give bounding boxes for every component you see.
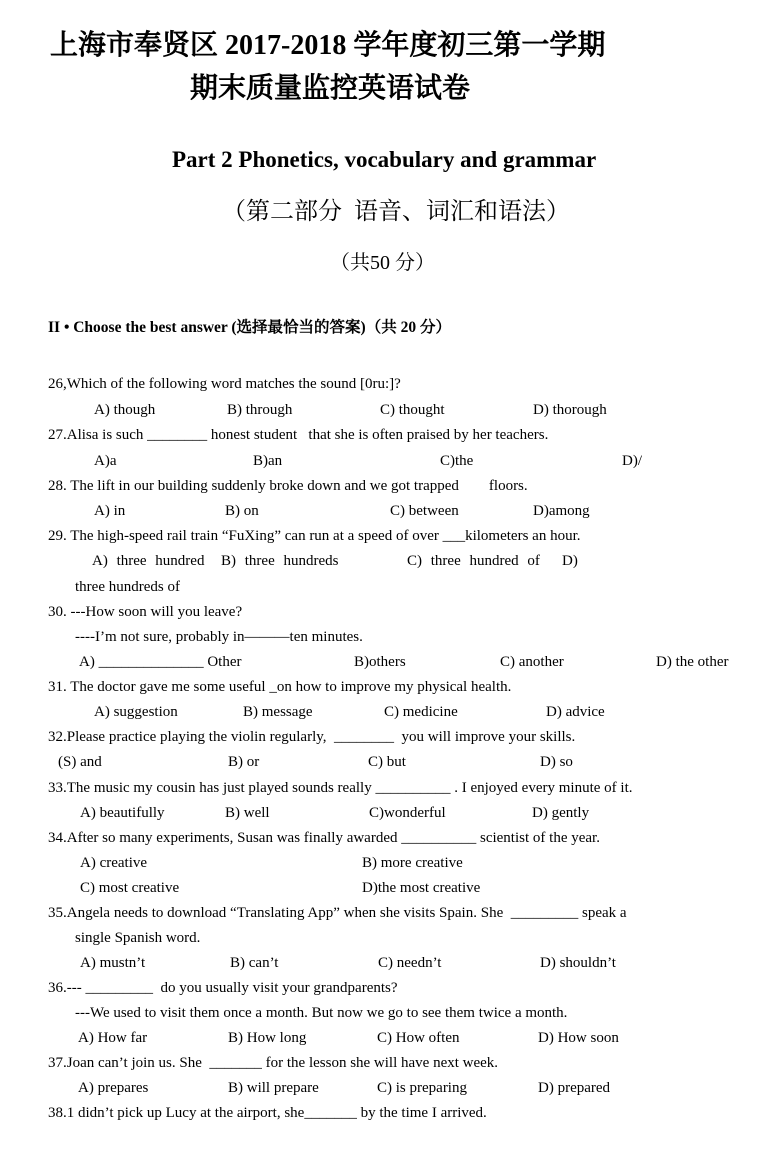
q36-option-a: A) How far — [78, 1030, 148, 1046]
exam-title-line1: 上海市奉贤区 2017-2018 学年度初三第一学期 — [50, 30, 606, 61]
q35-option-c: C) needn’t — [378, 955, 442, 971]
part-heading-chinese: （第二部分 语音、词汇和语法） — [222, 199, 570, 225]
q31-option-d: D) advice — [546, 704, 605, 720]
q29-option-d-continuation: three hundreds of — [75, 579, 180, 595]
q27-option-b: B)an — [253, 453, 283, 469]
q31-option-a: A) suggestion — [94, 704, 178, 720]
q26-stem: 26,Which of the following word matches the sound [0ru:]? — [48, 376, 401, 392]
q32-option-b: B) or — [228, 754, 260, 770]
q37-option-b: B) will prepare — [228, 1080, 319, 1096]
q32-option-a: (S) and — [58, 754, 102, 770]
q26-option-b: B) through — [227, 402, 293, 418]
q30-option-c: C) another — [500, 654, 564, 670]
q36-option-b: B) How long — [228, 1030, 307, 1046]
q27-option-d: D)/ — [622, 453, 642, 469]
q29-stem: 29. The high-speed rail train “FuXing” can run at a speed of over ___kilometers an hour. — [48, 528, 581, 544]
q26-option-c: C) thought — [380, 402, 445, 418]
exam-title-line2: 期末质量监控英语试卷 — [190, 73, 471, 104]
q34-option-c: C) most creative — [80, 880, 180, 896]
q28-stem: 28. The lift in our building suddenly broke down and we got trapped floors. — [48, 478, 528, 494]
q32-option-d: D) so — [540, 754, 573, 770]
q33-stem: 33.The music my cousin has just played sounds really __________ . I enjoyed every minute of it. — [48, 780, 633, 796]
q27-stem: 27.Alisa is such ________ honest student that she is often praised by her teachers. — [48, 427, 549, 443]
q29-option-a: A) three hundred — [92, 553, 205, 569]
q31-option-c: C) medicine — [384, 704, 458, 720]
q35-option-d: D) shouldn’t — [540, 955, 616, 971]
q29-option-d: D) — [562, 553, 578, 569]
part-heading: Part 2 Phonetics, vocabulary and grammar — [172, 147, 597, 172]
q37-stem: 37.Joan can’t join us. She _______ for the lesson she will have next week. — [48, 1055, 499, 1071]
q27-option-a: A)a — [94, 453, 117, 469]
q30-stem-line2: ----I’m not sure, probably in———ten minutes. — [75, 629, 363, 645]
q29-option-c: C) three hundred of — [407, 553, 540, 569]
q26-option-d: D) thorough — [533, 402, 607, 418]
q34-option-d: D)the most creative — [362, 880, 481, 896]
q30-stem-line1: 30. ---How soon will you leave? — [48, 604, 243, 620]
q31-option-b: B) message — [243, 704, 313, 720]
section-heading: II • Choose the best answer (选择最恰当的答案)（共 20 分） — [48, 319, 451, 336]
q27-option-c: C)the — [440, 453, 474, 469]
q35-stem-line1: 35.Angela needs to download “Translating App” when she visits Spain. She _________ speak a — [48, 905, 627, 921]
q33-option-a: A) beautifully — [80, 805, 165, 821]
q33-option-c: C)wonderful — [369, 805, 446, 821]
q28-option-c: C) between — [390, 503, 459, 519]
q36-stem-line2: ---We used to visit them once a month. But now we go to see them twice a month. — [75, 1005, 568, 1021]
q34-option-a: A) creative — [80, 855, 148, 871]
q28-option-d: D)among — [533, 503, 590, 519]
q31-stem: 31. The doctor gave me some useful _on how to improve my physical health. — [48, 679, 512, 695]
q30-option-d: D) the other — [656, 654, 729, 670]
q34-stem: 34.After so many experiments, Susan was finally awarded __________ scientist of the year. — [48, 830, 600, 846]
q30-option-a: A) ______________ Other — [79, 654, 242, 670]
q30-option-b: B)others — [354, 654, 406, 670]
q33-option-b: B) well — [225, 805, 270, 821]
q32-option-c: C) but — [368, 754, 406, 770]
q38-stem: 38.1 didn’t pick up Lucy at the airport, she_______ by the time I arrived. — [48, 1105, 487, 1121]
q36-stem-line1: 36.--- _________ do you usually visit your grandparents? — [48, 980, 398, 996]
q34-option-b: B) more creative — [362, 855, 463, 871]
q28-option-a: A) in — [94, 503, 126, 519]
q37-option-d: D) prepared — [538, 1080, 611, 1096]
q33-option-d: D) gently — [532, 805, 590, 821]
q36-option-d: D) How soon — [538, 1030, 619, 1046]
q37-option-a: A) prepares — [78, 1080, 149, 1096]
q36-option-c: C) How often — [377, 1030, 460, 1046]
total-points: （共50 分） — [330, 252, 435, 274]
q28-option-b: B) on — [225, 503, 259, 519]
q32-stem: 32.Please practice playing the violin regularly, ________ you will improve your skills. — [48, 729, 576, 745]
q29-option-b: B) three hundreds — [221, 553, 339, 569]
q26-option-a: A) though — [94, 402, 156, 418]
q35-option-b: B) can’t — [230, 955, 279, 971]
q35-option-a: A) mustn’t — [80, 955, 146, 971]
q37-option-c: C) is preparing — [377, 1080, 467, 1096]
q35-stem-line2: single Spanish word. — [75, 930, 201, 946]
